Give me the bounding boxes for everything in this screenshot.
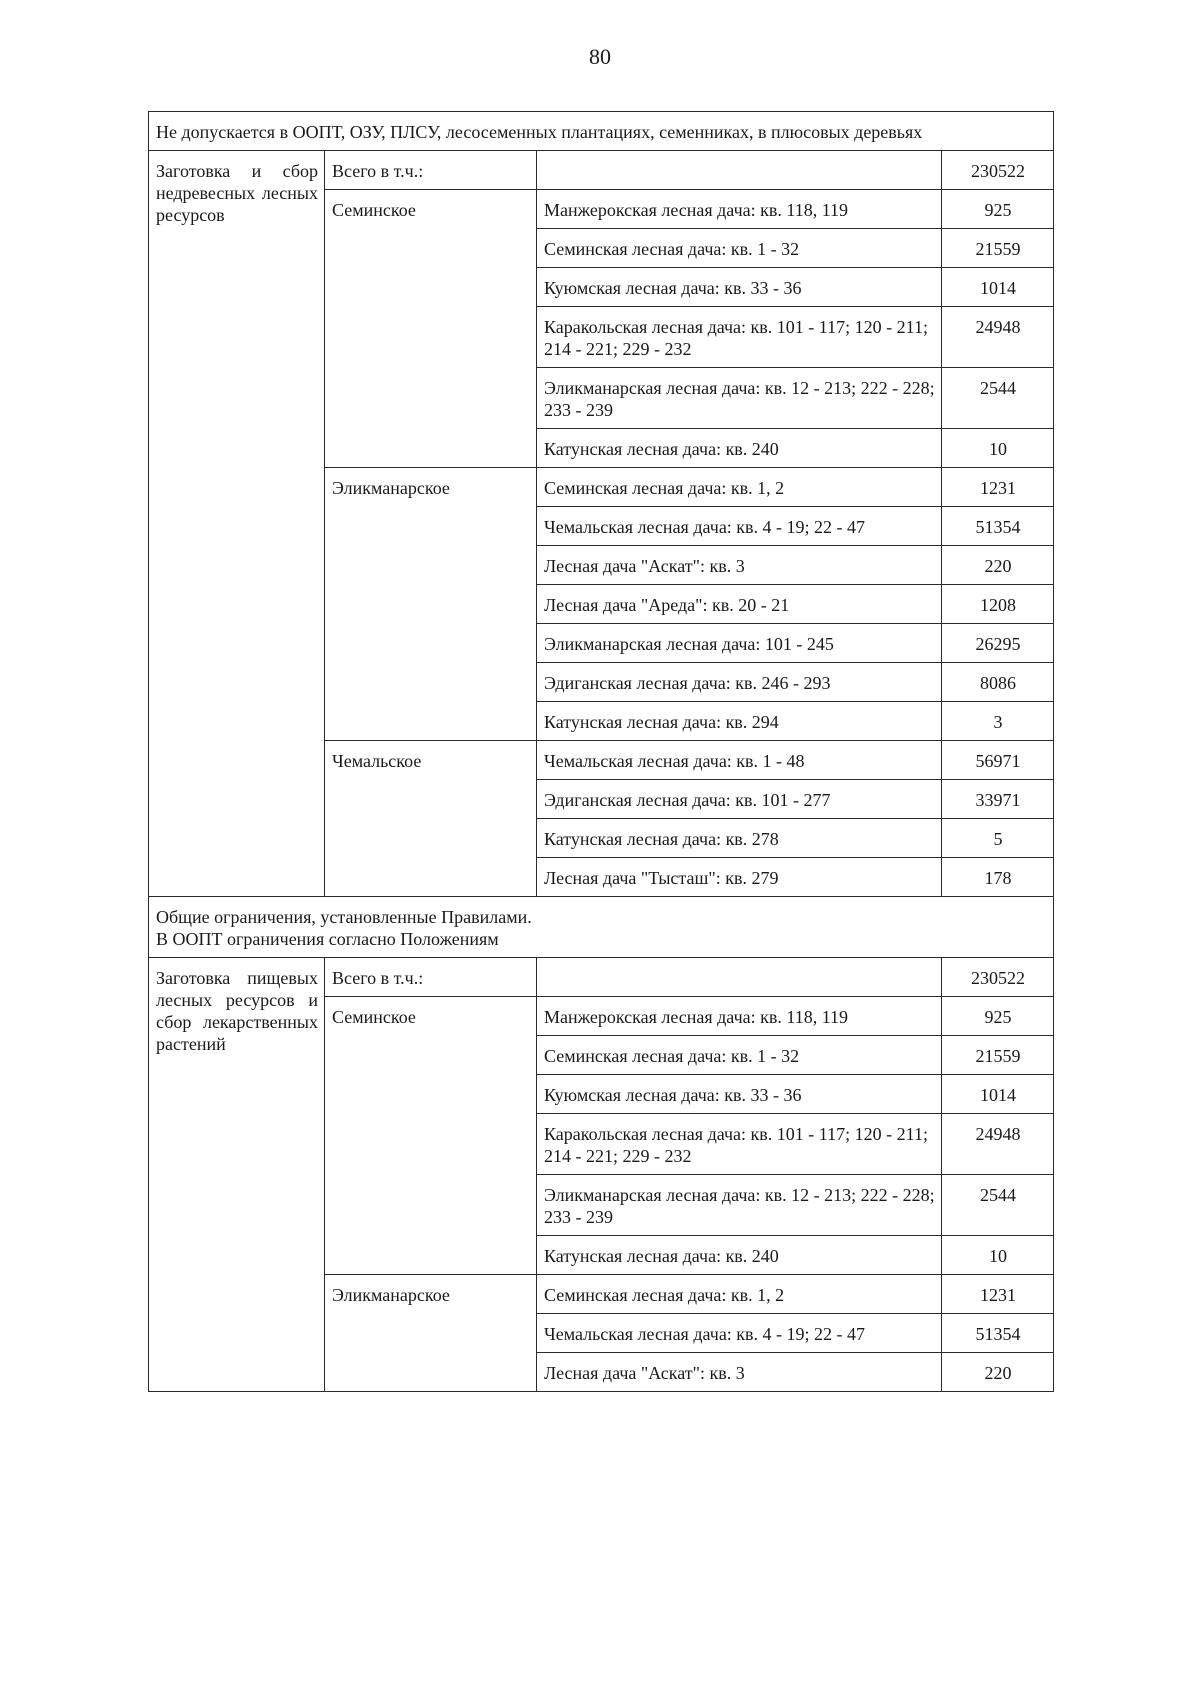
location-cell: Лесная дача "Ареда": кв. 20 - 21 [537,585,942,624]
location-cell: Эликманарская лесная дача: кв. 12 - 213; 222 - 228; 233 - 239 [537,368,942,429]
location-cell: Куюмская лесная дача: кв. 33 - 36 [537,268,942,307]
area-cell: 24948 [942,1114,1054,1175]
area-cell: 2544 [942,368,1054,429]
area-cell: 1231 [942,468,1054,507]
section-header [149,112,1054,151]
section-header-line: Общие ограничения, установленные Правилами. [156,907,532,927]
area-cell: 1014 [942,268,1054,307]
location-cell: Чемальская лесная дача: кв. 4 - 19; 22 - 47 [537,507,942,546]
area-cell: 2544 [942,1175,1054,1236]
section-header-row [149,897,1054,958]
location-cell: Манжерокская лесная дача: кв. 118, 119 [537,190,942,229]
area-cell: 8086 [942,663,1054,702]
area-cell: 56971 [942,741,1054,780]
forestry-name: Эликманарское [325,1275,537,1392]
location-cell: Катунская лесная дача: кв. 278 [537,819,942,858]
location-cell: Лесная дача "Аскат": кв. 3 [537,1353,942,1392]
location-cell: Семинская лесная дача: кв. 1 - 32 [537,229,942,268]
area-cell: 10 [942,429,1054,468]
total-label: Всего в т.ч.: [325,958,537,997]
page-number: 80 [589,44,611,69]
empty-cell [537,151,942,190]
total-value: 230522 [942,151,1054,190]
restrictions-table [148,111,1054,1392]
location-cell: Чемальская лесная дача: кв. 1 - 48 [537,741,942,780]
section-header-row [149,112,1054,151]
activity-cell: Заготовка пищевых лесных ресурсов и сбор лекарственных растений [149,958,325,1392]
area-cell: 1014 [942,1075,1054,1114]
area-cell: 51354 [942,507,1054,546]
location-cell: Эликманарская лесная дача: 101 - 245 [537,624,942,663]
total-row [149,958,1054,997]
area-cell: 220 [942,1353,1054,1392]
area-cell: 10 [942,1236,1054,1275]
area-cell: 925 [942,190,1054,229]
location-cell: Куюмская лесная дача: кв. 33 - 36 [537,1075,942,1114]
area-cell: 26295 [942,624,1054,663]
total-row [149,151,1054,190]
forestry-name: Семинское [325,190,537,468]
location-cell: Эликманарская лесная дача: кв. 12 - 213; 222 - 228; 233 - 239 [537,1175,942,1236]
location-cell: Эдиганская лесная дача: кв. 101 - 277 [537,780,942,819]
area-cell: 3 [942,702,1054,741]
area-cell: 1208 [942,585,1054,624]
location-cell: Катунская лесная дача: кв. 294 [537,702,942,741]
empty-cell [537,958,942,997]
area-cell: 220 [942,546,1054,585]
area-cell: 24948 [942,307,1054,368]
location-cell: Каракольская лесная дача: кв. 101 - 117; 120 - 211; 214 - 221; 229 - 232 [537,307,942,368]
total-value: 230522 [942,958,1054,997]
location-cell: Лесная дача "Аскат": кв. 3 [537,546,942,585]
section-header-line: В ООПТ ограничения согласно Положениям [156,929,499,949]
area-cell: 21559 [942,1036,1054,1075]
location-cell: Лесная дача "Тысташ": кв. 279 [537,858,942,897]
location-cell: Семинская лесная дача: кв. 1, 2 [537,1275,942,1314]
area-cell: 33971 [942,780,1054,819]
location-cell: Эдиганская лесная дача: кв. 246 - 293 [537,663,942,702]
location-cell: Чемальская лесная дача: кв. 4 - 19; 22 - 47 [537,1314,942,1353]
area-cell: 51354 [942,1314,1054,1353]
location-cell: Манжерокская лесная дача: кв. 118, 119 [537,997,942,1036]
location-cell: Семинская лесная дача: кв. 1 - 32 [537,1036,942,1075]
section-header [149,897,1054,958]
total-label: Всего в т.ч.: [325,151,537,190]
forestry-name: Чемальское [325,741,537,897]
forestry-name: Эликманарское [325,468,537,741]
area-cell: 925 [942,997,1054,1036]
location-cell: Семинская лесная дача: кв. 1, 2 [537,468,942,507]
activity-cell: Заготовка и сбор недревесных лесных ресурсов [149,151,325,897]
forestry-name: Семинское [325,997,537,1275]
location-cell: Каракольская лесная дача: кв. 101 - 117; 120 - 211; 214 - 221; 229 - 232 [537,1114,942,1175]
location-cell: Катунская лесная дача: кв. 240 [537,1236,942,1275]
area-cell: 21559 [942,229,1054,268]
area-cell: 5 [942,819,1054,858]
location-cell: Катунская лесная дача: кв. 240 [537,429,942,468]
area-cell: 178 [942,858,1054,897]
area-cell: 1231 [942,1275,1054,1314]
section-header-line: Не допускается в ООПТ, ОЗУ, ПЛСУ, лесосеменных плантациях, семенниках, в плюсовых деревьях [156,122,923,142]
